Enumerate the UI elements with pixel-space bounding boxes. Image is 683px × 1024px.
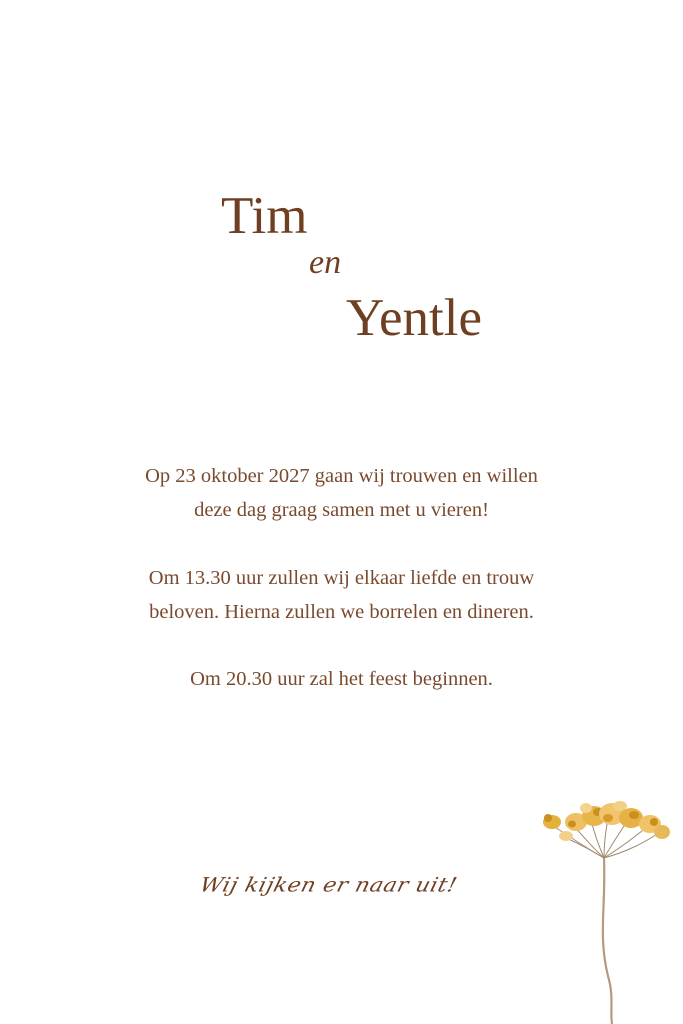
text-line: Om 13.30 uur zullen wij elkaar liefde en trouw [148, 567, 535, 589]
text-line: Op 23 oktober 2027 gaan wij trouwen en willen [145, 465, 538, 487]
text-line: deze dag graag samen met u vieren! [194, 499, 489, 521]
text-line: Om 20.30 uur zal het feest beginnen. [190, 668, 493, 690]
text-line: beloven. Hierna zullen we borrelen en dineren. [149, 601, 534, 623]
partner-name-2: Yentle [346, 289, 482, 347]
dried-flower-icon [536, 796, 676, 1024]
partner-name-1: Tim [221, 187, 308, 245]
closing-signature: Wij kijken er naar uit! [197, 874, 460, 897]
party-paragraph [60, 662, 623, 696]
name-conjunction: en [309, 244, 342, 281]
announcement-paragraph [60, 459, 623, 527]
ceremony-paragraph [60, 561, 623, 629]
